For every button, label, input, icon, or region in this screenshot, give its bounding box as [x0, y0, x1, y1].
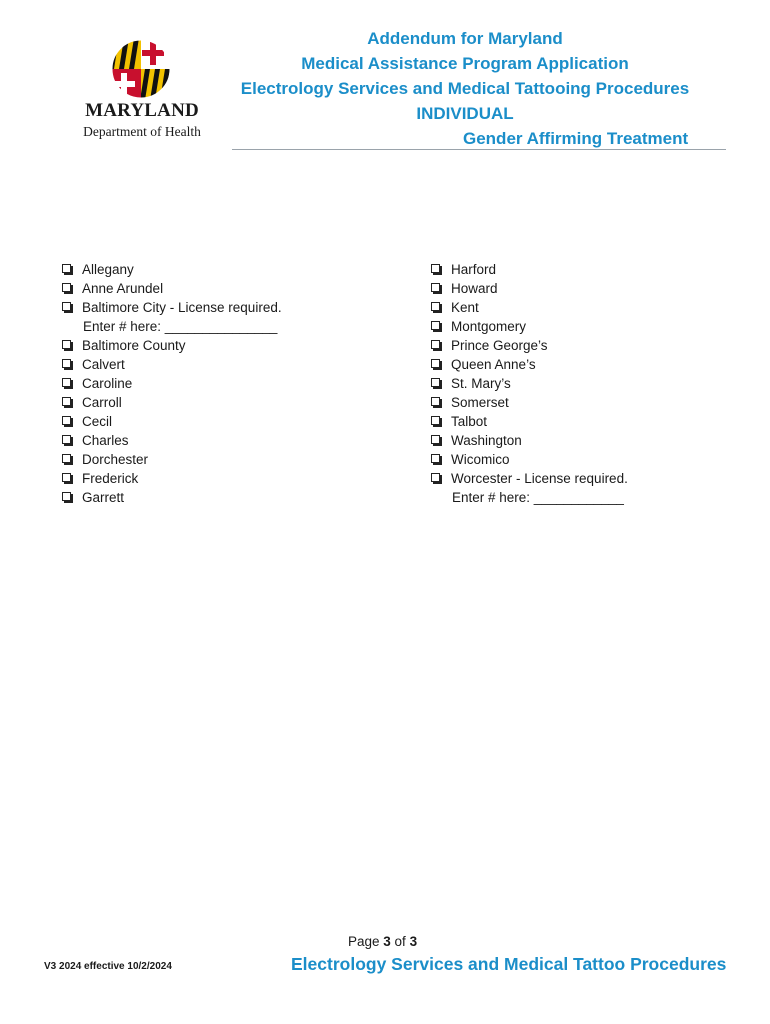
page-number: [348, 934, 417, 949]
county-checkbox-item[interactable]: [431, 393, 628, 412]
checkbox-icon[interactable]: [431, 302, 440, 311]
version-label: V3 2024 effective 10/2/2024: [44, 961, 172, 972]
county-checkbox-item[interactable]: [431, 317, 628, 336]
county-checkbox-item[interactable]: [62, 431, 282, 450]
header-line-3: Electrology Services and Medical Tattooing Procedures: [240, 79, 690, 98]
header-divider: [232, 149, 726, 150]
county-label: Worcester - License required.: [451, 471, 628, 486]
county-label: St. Mary’s: [451, 376, 511, 391]
footer-title: Electrology Services and Medical Tattoo Procedures: [291, 954, 727, 974]
checkbox-icon[interactable]: [431, 435, 440, 444]
checkbox-icon[interactable]: [62, 340, 71, 349]
checkbox-icon[interactable]: [431, 340, 440, 349]
county-label: Cecil: [82, 414, 113, 429]
logo-name: MARYLAND: [85, 100, 199, 121]
checkbox-icon[interactable]: [431, 321, 440, 330]
county-label: Montgomery: [451, 319, 527, 334]
county-label: Harford: [451, 262, 497, 277]
county-label: Wicomico: [451, 452, 510, 467]
county-label: Kent: [451, 300, 479, 315]
checkbox-icon[interactable]: [62, 492, 71, 501]
county-checkbox-item[interactable]: [431, 431, 628, 450]
county-checkbox-item[interactable]: [62, 488, 282, 507]
county-label: Calvert: [82, 357, 125, 372]
checkbox-icon[interactable]: [62, 302, 71, 311]
county-label: Frederick: [82, 471, 139, 486]
county-checkbox-item[interactable]: [431, 412, 628, 431]
checkbox-icon[interactable]: [431, 264, 440, 273]
county-label: Prince George’s: [451, 338, 548, 353]
county-label: Baltimore City - License required.: [82, 300, 282, 315]
county-checkbox-item[interactable]: [431, 355, 628, 374]
checkbox-icon[interactable]: [62, 435, 71, 444]
county-checkbox-item[interactable]: [62, 260, 282, 279]
checkbox-icon[interactable]: [431, 454, 440, 463]
county-label: Anne Arundel: [82, 281, 164, 296]
county-label: Charles: [82, 433, 129, 448]
checkbox-icon[interactable]: [431, 283, 440, 292]
county-checkbox-item[interactable]: [62, 279, 282, 298]
county-label: Caroline: [82, 376, 133, 391]
county-label: Dorchester: [82, 452, 149, 467]
license-number-field[interactable]: Enter # here: _______________: [83, 319, 278, 334]
page-current: 3: [383, 934, 391, 949]
logo-subtitle: Department of Health: [83, 124, 201, 139]
county-checkbox-item[interactable]: [431, 336, 628, 355]
county-list-right: [431, 260, 628, 507]
header-line-1: Addendum for Maryland: [367, 29, 563, 48]
checkbox-icon[interactable]: [62, 264, 71, 273]
county-checkbox-item[interactable]: [62, 374, 282, 393]
county-list-left: [62, 260, 282, 507]
header-line-5: Gender Affirming Treatment: [463, 129, 689, 148]
county-checkbox-item[interactable]: [62, 298, 282, 317]
checkbox-icon[interactable]: [62, 473, 71, 482]
county-label: Carroll: [82, 395, 122, 410]
county-label: Washington: [451, 433, 522, 448]
county-label: Somerset: [451, 395, 509, 410]
county-label: Talbot: [451, 414, 488, 429]
checkbox-icon[interactable]: [431, 416, 440, 425]
county-label: Howard: [451, 281, 498, 296]
county-label: Garrett: [82, 490, 125, 505]
county-label: Allegany: [82, 262, 134, 277]
county-checkbox-item[interactable]: [431, 374, 628, 393]
county-label: Queen Anne’s: [451, 357, 536, 372]
page-of: of: [390, 934, 410, 949]
checkbox-icon[interactable]: [62, 416, 71, 425]
license-number-field[interactable]: Enter # here: ____________: [452, 490, 624, 505]
county-checkbox-item[interactable]: [431, 469, 628, 488]
header-line-4: INDIVIDUAL: [416, 104, 514, 123]
county-checkbox-item[interactable]: [431, 260, 628, 279]
header-line-2: Medical Assistance Program Application: [301, 54, 629, 73]
county-checkbox-item[interactable]: [62, 355, 282, 374]
county-checkbox-item[interactable]: [431, 298, 628, 317]
checkbox-icon[interactable]: [431, 397, 440, 406]
county-label: Baltimore County: [82, 338, 186, 353]
checkbox-icon[interactable]: [431, 378, 440, 387]
checkbox-icon[interactable]: [431, 359, 440, 368]
checkbox-icon[interactable]: [62, 359, 71, 368]
county-checkbox-item[interactable]: [62, 336, 282, 355]
county-checkbox-item[interactable]: [62, 393, 282, 412]
page-total: 3: [409, 934, 418, 949]
checkbox-icon[interactable]: [431, 473, 440, 482]
checkbox-icon[interactable]: [62, 397, 71, 406]
checkbox-icon[interactable]: [62, 378, 71, 387]
county-checkbox-item[interactable]: [431, 279, 628, 298]
county-checkbox-item[interactable]: [431, 450, 628, 469]
checkbox-icon[interactable]: [62, 454, 71, 463]
county-checkbox-item[interactable]: [62, 450, 282, 469]
checkbox-icon[interactable]: [62, 283, 71, 292]
page-prefix: Page: [348, 934, 384, 949]
county-checkbox-item[interactable]: [62, 412, 282, 431]
county-checkbox-item[interactable]: [62, 469, 282, 488]
